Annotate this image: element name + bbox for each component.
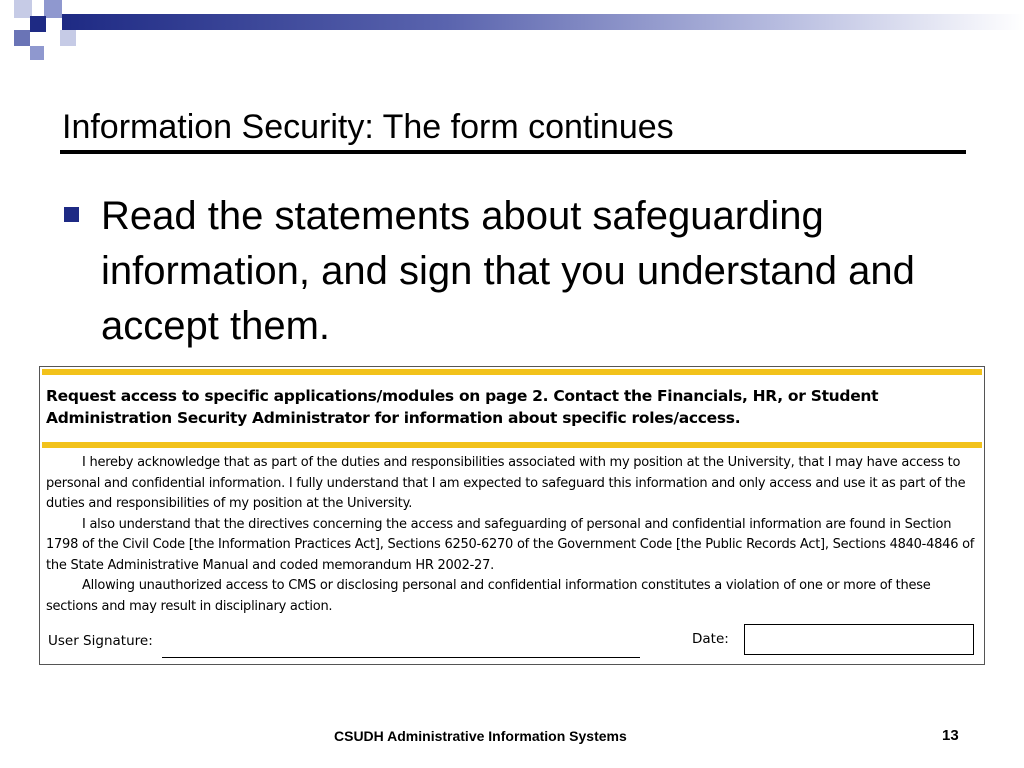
- date-field: [744, 624, 974, 655]
- form-paragraph: Allowing unauthorized access to CMS or disclosing personal and confidential information constitutes a violation of one or more of these sections and may result in disciplinary action.: [46, 578, 931, 614]
- signature-line: [162, 657, 640, 658]
- decor-square: [14, 30, 30, 46]
- signature-label: User Signature:: [48, 633, 153, 649]
- slide-title: Information Security: The form continues: [62, 108, 674, 146]
- decor-square: [30, 16, 46, 32]
- decor-square: [60, 30, 76, 46]
- title-underline: [60, 150, 966, 154]
- decor-square: [44, 0, 62, 18]
- form-paragraph: I also understand that the directives concerning the access and safeguarding of personal and confidential information are found in Section 1798 of the Civil Code [the Information Practices Act], Sections 6250-6270 of the Government Code [the Public Records Act], Sections 4840-4846 of the State Administrative Manual and coded memorandum HR 2002-27.: [46, 516, 975, 573]
- form-top-rule: [42, 369, 982, 375]
- decor-square: [30, 46, 44, 60]
- page-number: 13: [942, 727, 959, 744]
- header-gradient-bar: [62, 14, 1024, 30]
- form-body: [46, 453, 976, 617]
- form-paragraph: I hereby acknowledge that as part of the duties and responsibilities associated with my position at the University, that I may have access to personal and confidential information. I fully understand that I am expected to safeguard this information and only access and use it as part of the duties and responsibilities of my position at the University.: [46, 455, 966, 511]
- bullet-text: Read the statements about safeguarding information, and sign that you understand and accept them.: [101, 194, 915, 348]
- bullet-square-icon: [64, 207, 79, 222]
- form-mid-rule: [42, 442, 982, 448]
- form-image: [39, 366, 985, 665]
- form-header: Request access to specific applications/modules on page 2. Contact the Financials, HR, or Student Administration Security Administrator for information about specific roles/access.: [46, 387, 879, 427]
- date-label: Date:: [692, 631, 729, 647]
- footer-text: CSUDH Administrative Information Systems: [334, 728, 627, 744]
